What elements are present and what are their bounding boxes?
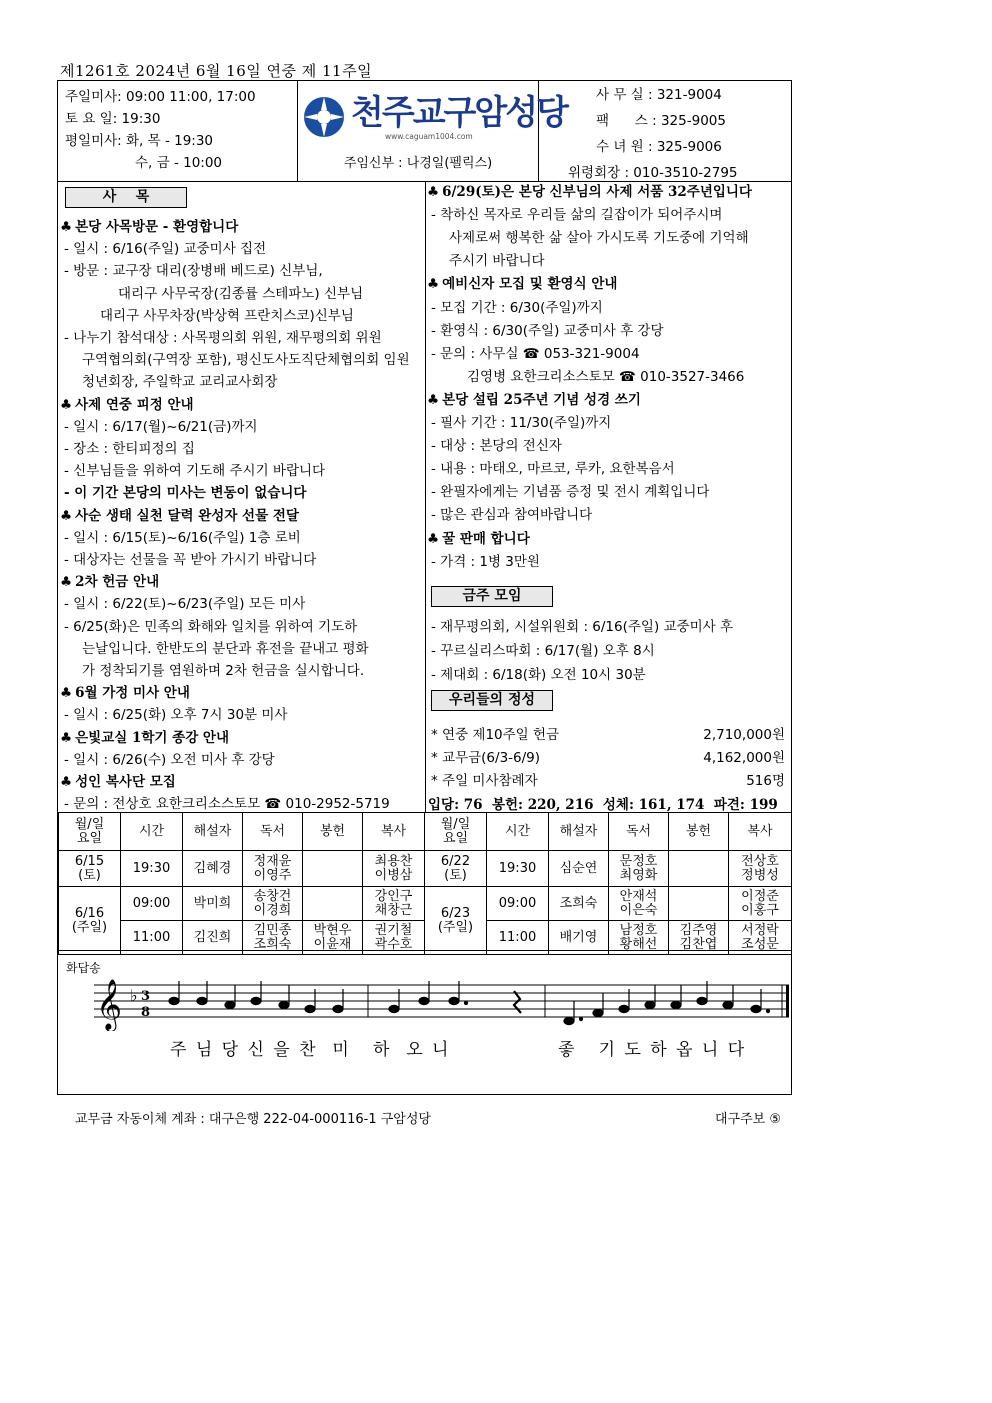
bulletin-frame: [57, 80, 792, 1095]
svg-text:♭: ♭: [130, 986, 138, 1005]
section-heading: [60, 393, 194, 413]
schedule-date-cell: 6/15 (토): [59, 851, 121, 887]
contacts: [538, 81, 791, 181]
line-text: - 환영식 : 6/30(주일) 교중미사 후 강당: [431, 322, 664, 339]
line-text: 대리구 사무차장(박상혁 프란치스코)신부님: [100, 307, 354, 324]
line-text: 성인 복사단 모집: [75, 774, 176, 790]
line-text: 사제로써 행복한 삶 살아 가시도록 기도중에 기억해: [449, 230, 749, 247]
bulletin-line: [64, 259, 323, 279]
svg-text:8: 8: [141, 1005, 151, 1020]
line-text: - 나누기 참석대상 : 사목평의회 위원, 재무평의회 위원: [64, 330, 382, 346]
bulletin-line: [431, 296, 603, 316]
schedule-reader-cell: 김민종 조희숙: [243, 921, 303, 955]
meeting-item: - 제대회 : 6/18(화) 오전 10시 30분: [431, 667, 646, 683]
club-bullet-icon: ♣: [60, 729, 73, 746]
bulletin-line: [64, 437, 195, 457]
bulletin-line: [64, 326, 382, 346]
schedule-server-cell: 강인구 채창근: [363, 887, 425, 921]
line-text: 는날입니다. 한반도의 분단과 휴전을 끝내고 평화: [82, 640, 369, 657]
schedule-header-cell: 복사: [363, 813, 425, 851]
bulletin-line: [64, 548, 316, 568]
bulletin-line: [64, 703, 287, 723]
psalm-response: [58, 950, 791, 1096]
section-heading: [60, 726, 229, 746]
contact-funeral: 위령회장 : 010-3510-2795: [568, 165, 738, 181]
meeting-item: - 재무평의회, 시설위원회 : 6/16(주일) 교중미사 후: [431, 619, 734, 635]
line-text: - 신부님들을 위하여 기도해 주시기 바랍니다: [64, 463, 326, 480]
mass-sunday: 주일미사: 09:00 11:00, 17:00: [65, 89, 256, 105]
line-text: - 일시 : 6/17(월)~6/21(금)까지: [64, 418, 258, 435]
section-heading: [427, 272, 617, 292]
bulletin-line: [431, 319, 664, 339]
schedule-header-cell: 독서: [243, 813, 303, 851]
bulletin-line: [64, 792, 390, 812]
schedule-reader-cell: 정재윤 이영주: [243, 851, 303, 887]
line-text: - 내용 : 마태오, 마르코, 루카, 요한복음서: [431, 461, 675, 478]
line-text: - 가격 : 1병 3만원: [431, 553, 540, 570]
schedule-row: [59, 887, 792, 921]
schedule-date-cell: 6/22 (토): [425, 851, 487, 887]
line-text: 대리구 사무국장(김종률 스테파노) 신부님: [118, 285, 364, 302]
schedule-offertory-cell: [303, 887, 363, 921]
section-heading: [60, 770, 176, 790]
schedule-time-cell: 19:30: [487, 851, 549, 887]
line-text: - 일시 : 6/16(주일) 교중미사 집전: [64, 241, 267, 258]
bulletin-line: [449, 226, 749, 246]
line-text: - 6/25(화)은 민족의 화해와 일치를 위하여 기도하: [64, 618, 358, 635]
meeting-item: - 꾸르실리스따회 : 6/17(월) 오후 8시: [431, 643, 655, 659]
bulletin-line: [431, 434, 562, 454]
line-text: 김영병 요한크리소스토모 ☎ 010-3527-3466: [467, 368, 745, 385]
offering-value: 4,162,000원: [703, 750, 785, 766]
issue-line: 제1261호 2024년 6월 16일 연중 제 11주일: [60, 62, 373, 80]
bulletin-line: [449, 249, 545, 269]
schedule-reader-cell: 남정호 황해선: [609, 921, 669, 955]
schedule-server-cell: 전상호 정병성: [729, 851, 792, 887]
line-text: - 대상 : 본당의 전신자: [431, 438, 562, 455]
schedule-offertory-cell: [669, 851, 729, 887]
line-text: 사제 연중 피정 안내: [75, 396, 194, 413]
mass-weekday-2: 수, 금 - 10:00: [135, 155, 223, 171]
schedule-offertory-cell: 김주영 김찬엽: [669, 921, 729, 955]
pastor-name: 주임신부 : 나경일(펠릭스): [343, 156, 493, 171]
liturgy-schedule-table: [58, 812, 792, 955]
line-text: 청년회장, 주일학교 교리교사회장: [82, 374, 278, 391]
bulletin-line: [82, 659, 364, 679]
mass-weekday-1: 평일미사: 화, 목 - 19:30: [65, 133, 214, 149]
logo-area: [298, 81, 567, 181]
schedule-time-cell: 09:00: [121, 887, 183, 921]
header: [58, 81, 791, 182]
schedule-header-cell: 봉헌: [669, 813, 729, 851]
line-text: - 일시 : 6/26(수) 오전 미사 후 강당: [64, 751, 275, 768]
club-bullet-icon: ♣: [60, 685, 73, 702]
offering-value: 2,710,000원: [703, 727, 785, 743]
schedule-header-cell: 독서: [609, 813, 669, 851]
mass-saturday: 토 요 일: 19:30: [65, 111, 161, 127]
bulletin-line: [64, 748, 275, 768]
offering-name: * 연중 제10주일 헌금: [431, 727, 560, 743]
parish-name: 천주교구암성당: [351, 93, 567, 133]
schedule-commentator-cell: 배기영: [549, 921, 609, 955]
schedule-header-row: [59, 813, 792, 851]
line-text: 2차 헌금 안내: [75, 574, 160, 591]
line-text: 구역협의회(구역장 포함), 평신도사도직단체협의회 임원: [82, 352, 410, 369]
bulletin-line: [82, 370, 277, 390]
contact-convent: 수 녀 원 : 325-9006: [596, 139, 722, 155]
schedule-header-cell: 해설자: [549, 813, 609, 851]
schedule-offertory-cell: 박현우 이윤재: [303, 921, 363, 955]
club-bullet-icon: ♣: [60, 396, 73, 413]
bulletin-line: [431, 457, 675, 477]
offering-label: 우리들의 정성: [431, 690, 553, 711]
line-text: - 장소 : 한티피정의 집: [64, 441, 195, 457]
club-bullet-icon: ♣: [427, 184, 440, 200]
line-text: 은빛교실 1학기 종강 안내: [75, 729, 230, 746]
club-bullet-icon: ♣: [60, 507, 73, 524]
schedule-header-cell: 봉헌: [303, 813, 363, 851]
schedule-commentator-cell: 김진희: [183, 921, 243, 955]
line-text: 본당 설립 25주년 기념 성경 쓰기: [442, 391, 641, 408]
schedule-offertory-cell: [303, 851, 363, 887]
club-bullet-icon: ♣: [60, 774, 73, 790]
mass-stats: 입당: 76 봉헌: 220, 216 성체: 161, 174 파견: 199: [428, 797, 778, 813]
contact-fax: 팩 스 : 325-9005: [596, 113, 726, 129]
parish-emblem-icon: [303, 96, 345, 138]
line-text: 6월 가정 미사 안내: [75, 685, 190, 702]
right-column: [425, 182, 791, 812]
svg-text:𝄞: 𝄞: [96, 979, 123, 1030]
bulletin-line: [64, 615, 357, 635]
club-bullet-icon: ♣: [427, 391, 440, 408]
schedule-commentator-cell: 박미희: [183, 887, 243, 921]
schedule-offertory-cell: [669, 887, 729, 921]
line-text: - 많은 관심과 참여바랍니다: [431, 507, 593, 524]
schedule-date-cell: 6/23 (주일): [425, 887, 487, 955]
line-text: 꿀 판매 합니다: [442, 530, 530, 547]
line-text: 본당 사목방문 - 환영합니다: [75, 219, 239, 235]
schedule-time-cell: 19:30: [121, 851, 183, 887]
club-bullet-icon: ♣: [60, 574, 73, 591]
schedule-commentator-cell: 조희숙: [549, 887, 609, 921]
psalm-title: 화답송: [66, 961, 101, 975]
contact-office: 사 무 실 : 321-9004: [596, 87, 722, 103]
schedule-time-cell: 11:00: [121, 921, 183, 955]
schedule-server-cell: 이정준 이홍구: [729, 887, 792, 921]
schedule-commentator-cell: 심순연: [549, 851, 609, 887]
publisher: 대구주보 ⑤: [715, 1112, 782, 1127]
line-text: - 일시 : 6/15(토)~6/16(주일) 1층 로비: [64, 529, 301, 546]
section-heading: [60, 504, 299, 524]
mass-times: [58, 81, 298, 181]
bulletin-line: [431, 550, 540, 570]
schedule-date-cell: 6/16 (주일): [59, 887, 121, 955]
line-text: - 문의 : 전상호 요한크리소스토모 ☎ 010-2952-5719: [64, 796, 390, 813]
line-text: - 모집 기간 : 6/30(주일)까지: [431, 299, 603, 316]
schedule-row: [59, 851, 792, 887]
schedule-header-cell: 복사: [729, 813, 792, 851]
schedule-header-cell: 월/일 요일: [425, 813, 487, 851]
parish-url: www.caguam1004.com: [385, 132, 473, 141]
bulletin-line: [82, 348, 410, 368]
bulletin-line: [467, 365, 744, 385]
bulletin-line: [82, 637, 369, 657]
lyrics-part-1: 주 님 당 신 을 찬 미 하 오 니: [170, 1040, 451, 1060]
bulletin-line: [431, 411, 611, 431]
section-heading: [60, 570, 159, 590]
line-text: - 착하신 목자로 우리들 삶의 길잡이가 되어주시며: [431, 207, 723, 224]
schedule-header-cell: 시간: [121, 813, 183, 851]
line-text: - 일시 : 6/25(화) 오후 7시 30분 미사: [64, 707, 288, 724]
line-text: - 일시 : 6/22(토)~6/23(주일) 모든 미사: [64, 596, 306, 613]
bulletin-line: [431, 480, 709, 500]
line-text: - 이 기간 본당의 미사는 변동이 없습니다: [64, 485, 307, 502]
bulletin-line: [64, 481, 306, 501]
bulletin-line: [64, 526, 301, 546]
schedule-time-cell: 09:00: [487, 887, 549, 921]
section-heading: [427, 180, 752, 200]
offering-row: [431, 769, 785, 789]
bulletin-line: [100, 304, 354, 324]
offering-row: [431, 723, 785, 743]
line-text: 가 정착되기를 염원하며 2차 헌금을 실시합니다.: [82, 663, 365, 679]
parish-logo: [303, 93, 567, 143]
schedule-header-cell: 월/일 요일: [59, 813, 121, 851]
line-text: 6/29(토)은 본당 신부님의 사제 서품 32주년입니다: [442, 184, 752, 200]
bulletin-line: [431, 342, 640, 362]
bulletin-line: [64, 415, 258, 435]
section-heading: [427, 388, 641, 408]
section-heading: [60, 215, 238, 235]
offering-row: [431, 746, 785, 766]
line-text: 사순 생태 실천 달력 완성자 선물 전달: [75, 507, 299, 524]
bulletin-line: [64, 592, 305, 612]
bulletin-line: [431, 203, 722, 223]
schedule-server-cell: 권기철 곽수호: [363, 921, 425, 955]
line-text: - 문의 : 사무실 ☎ 053-321-9004: [431, 345, 640, 362]
bulletin-line: [431, 503, 592, 523]
pastoral-label: 사 목: [65, 187, 187, 208]
schedule-server-cell: 최용찬 이병삼: [363, 851, 425, 887]
lyrics-part-2: 좋 기 도 하 옵 니 다: [558, 1040, 747, 1060]
club-bullet-icon: ♣: [427, 276, 440, 293]
svg-text:3: 3: [141, 989, 151, 1004]
bulletin-line: [64, 459, 325, 479]
section-heading: [60, 681, 190, 701]
line-text: - 방문 : 교구장 대리(장병배 베드로) 신부님,: [64, 263, 323, 280]
schedule-reader-cell: 문정호 최영화: [609, 851, 669, 887]
offering-name: * 주일 미사참례자: [431, 773, 538, 789]
offering-name: * 교무금(6/3-6/9): [431, 750, 541, 766]
club-bullet-icon: ♣: [427, 530, 440, 547]
line-text: 주시기 바랍니다: [449, 253, 545, 270]
schedule-reader-cell: 송창건 이경희: [243, 887, 303, 921]
schedule-header-cell: 해설자: [183, 813, 243, 851]
club-bullet-icon: ♣: [60, 219, 73, 235]
line-text: - 대상자는 선물을 꼭 받아 가시기 바랍니다: [64, 552, 317, 568]
section-heading: [427, 527, 530, 547]
line-text: - 완필자에게는 기념품 증정 및 전시 계획입니다: [431, 484, 710, 501]
bulletin-line: [64, 237, 266, 257]
schedule-reader-cell: 안재석 이은숙: [609, 887, 669, 921]
schedule-commentator-cell: 김혜경: [183, 851, 243, 887]
music-staff: [94, 971, 794, 1031]
line-text: - 필사 기간 : 11/30(주일)까지: [431, 415, 612, 431]
account-info: 교무금 자동이체 계좌 : 대구은행 222-04-000116-1 구암성당: [75, 1112, 431, 1127]
left-column: [58, 182, 426, 812]
schedule-server-cell: 서정락 조성문: [729, 921, 792, 955]
offering-value: 516명: [746, 773, 785, 789]
schedule-time-cell: 11:00: [487, 921, 549, 955]
meetings-label: 금주 모임: [431, 586, 553, 607]
schedule-header-cell: 시간: [487, 813, 549, 851]
bulletin-line: [118, 282, 363, 302]
line-text: 예비신자 모집 및 환영식 안내: [442, 276, 618, 293]
